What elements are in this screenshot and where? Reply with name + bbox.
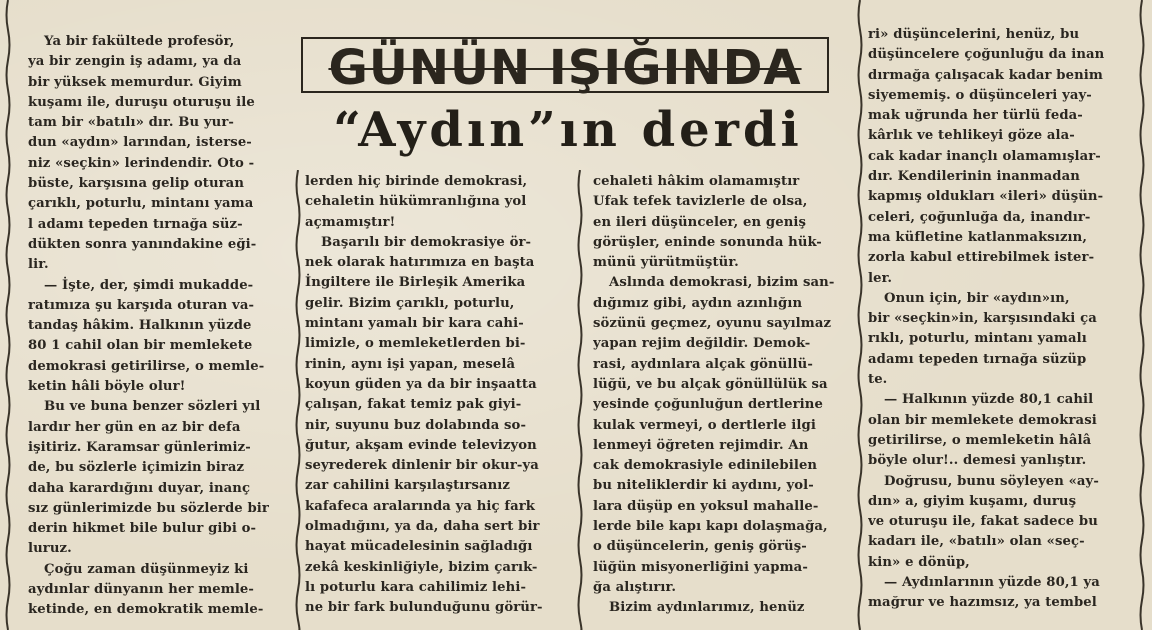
text-line: zar cahilini karşılaştırsanız — [305, 478, 511, 494]
text-line: çarıklı, poturlu, mintanı yama — [28, 196, 254, 212]
text-line: kapmış oldukları «ileri» düşün- — [868, 189, 1104, 205]
text-line: te. — [868, 372, 888, 388]
text-line: Bu ve buna benzer sözleri yıl — [44, 399, 261, 415]
text-line: dır. Kendilerinin inanmadan — [868, 169, 1080, 185]
text-line: bir «seçkin»in, karşısındaki ça — [868, 311, 1097, 327]
text-line: daha karardığını duyar, inanç — [28, 480, 251, 496]
text-line: düşüncelere çoğunluğu da inan — [868, 47, 1105, 63]
text-line: İngiltere ile Birleşik Amerika — [305, 275, 526, 291]
text-line: Bizim aydınlarımız, henüz — [609, 600, 805, 616]
text-line: mintanı yamalı bir kara cahi- — [305, 316, 524, 332]
text-line: Başarılı bir demokrasiye ör- — [321, 234, 532, 250]
text-line: ğa alıştırır. — [593, 579, 677, 595]
text-line: ğutur, akşam evinde televizyon — [305, 437, 537, 453]
text-line: ma küfletine katlanmaksızın, — [868, 229, 1088, 245]
text-line: kulak vermeyi, o dertlerle ilgi — [593, 417, 816, 433]
text-line: ketinde, en demokratik memle- — [28, 602, 264, 618]
text-line: böyle olur!.. demesi yanlıştır. — [868, 453, 1087, 469]
text-line: getirilirse, o memleketin hâlâ — [868, 432, 1092, 448]
text-line: rasi, aydınlara alçak gönüllü- — [593, 356, 813, 372]
text-line: en ileri düşünceler, en geniş — [593, 214, 807, 230]
text-line: kafafeca aralarında ya hiç fark — [305, 498, 536, 514]
text-line: ya bir zengin iş adamı, ya da — [28, 54, 242, 70]
column-rule — [4, 0, 7, 630]
text-line: o düşüncelerin, geniş görüş- — [593, 539, 807, 555]
text-line: yesinde çoğunluğun dertlerine — [593, 397, 823, 413]
text-line: ne bir fark bulunduğunu görür- — [305, 600, 543, 616]
text-line: lir. — [28, 257, 49, 273]
text-line: kârlık ve tehlikeyi göze ala- — [868, 128, 1075, 144]
text-line: lı poturlu kara cahilimiz lehi- — [305, 579, 527, 595]
text-line: lerde bile kapı kapı dolaşmağa, — [593, 519, 828, 535]
article-column-3 — [593, 172, 849, 619]
text-line: görüşler, eninde sonunda hük- — [593, 234, 822, 250]
text-line: celeri, çoğunluğa da, inandır- — [868, 209, 1091, 225]
text-line: cehaletin hükümranlığına yol — [305, 194, 527, 210]
text-line: lerden hiç birinde demokrasi, — [305, 174, 528, 189]
text-line: niz «seçkin» lerindendir. Oto - — [28, 155, 255, 171]
text-line: işitiriz. Karamsar günlerimiz- — [28, 439, 251, 455]
text-line: olmadığını, ya da, daha sert bir — [305, 519, 540, 535]
text-line: l adamı tepeden tırnağa süz- — [28, 216, 243, 232]
text-line: rinin, aynı işi yapan, meselâ — [305, 356, 516, 372]
text-line: kin» e dönüp, — [868, 554, 970, 570]
text-line: nir, suyunu buz dolabında so- — [305, 417, 527, 433]
text-line: Ufak tefek tavizlerle de olsa, — [593, 194, 808, 210]
text-line: — İşte, der, şimdi mukadde- — [44, 277, 254, 293]
text-line: lüğün misyonerliğini yapma- — [593, 559, 808, 575]
text-line: olan bir memlekete demokrasi — [868, 412, 1097, 428]
headline: “Aydın”ın derdi — [333, 102, 803, 158]
text-line: dığımız gibi, aydın azınlığın — [593, 295, 803, 311]
text-line: siyememiş. o düşünceleri yay- — [868, 87, 1092, 103]
text-line: lardır her gün en az bir defa — [28, 419, 241, 435]
text-line: zorla kabul ettirebilmek ister- — [868, 250, 1095, 266]
text-line: ve oturuşu ile, fakat sadece bu — [868, 514, 1098, 530]
text-line: sız günlerimizde bu sözlerde bir — [28, 500, 269, 516]
text-line: mak uğrunda her türlü feda- — [868, 108, 1083, 124]
text-line: rıklı, poturlu, mintanı yamalı — [868, 331, 1087, 347]
text-line: Onun için, bir «aydın»ın, — [884, 290, 1070, 306]
text-line: dırmağa çalışacak kadar benim — [868, 67, 1103, 83]
text-line: açmamıştır! — [305, 214, 396, 230]
text-line: Aslında demokrasi, bizim san- — [609, 275, 835, 291]
column-rule — [576, 170, 579, 630]
text-line: kadarı ile, «batılı» olan «seç- — [868, 534, 1085, 550]
text-line: derin hikmet bile bulur gibi o- — [28, 521, 257, 537]
text-line: aydınlar dünyanın her memle- — [28, 582, 254, 598]
text-line: mağrur ve hazımsız, ya tembel — [868, 595, 1097, 611]
article-column-2 — [305, 172, 558, 619]
article-column-1 — [28, 32, 286, 621]
text-line: adamı tepeden tırnağa süzüp — [868, 351, 1087, 367]
text-line: nek olarak hatırımıza en başta — [305, 255, 535, 271]
text-line: lara düşüp en yoksul mahalle- — [593, 498, 819, 514]
text-line: kuşamı ile, duruşu oturuşu ile — [28, 94, 255, 110]
column-rule — [294, 170, 297, 630]
text-line: luruz. — [28, 541, 72, 557]
text-line: çalışan, fakat temiz pak giyi- — [305, 397, 522, 413]
text-line: — Aydınlarının yüzde 80,1 ya — [884, 575, 1100, 591]
text-line: hayat mücadelesinin sağladığı — [305, 539, 533, 555]
text-line: tam bir «batılı» dır. Bu yur- — [28, 115, 234, 131]
text-line: gelir. Bizim çarıklı, poturlu, — [305, 295, 515, 311]
text-line: münü yürütmüştür. — [593, 255, 739, 271]
text-line: ketin hâli böyle olur! — [28, 379, 186, 395]
column-rule — [856, 0, 859, 630]
text-line: ler. — [868, 270, 893, 286]
text-line: Doğrusu, bunu söyleyen «ay- — [884, 473, 1099, 489]
text-line: cak kadar inançlı olamamışlar- — [868, 148, 1101, 164]
text-line: Çoğu zaman düşünmeyiz ki — [44, 561, 249, 577]
text-line: — Halkının yüzde 80,1 cahil — [884, 392, 1094, 408]
text-line: lüğü, ve bu alçak gönüllülük sa — [593, 376, 828, 392]
text-line: tandaş hâkim. Halkının yüzde — [28, 318, 252, 334]
text-line: lenmeyi öğreten rejimdir. An — [593, 437, 809, 453]
text-line: zekâ keskinliğiyle, bizim çarık- — [305, 559, 538, 575]
text-line: koyun güden ya da bir inşaatta — [305, 376, 537, 392]
text-line: cak demokrasiyle edinilebilen — [593, 458, 818, 474]
text-line: demokrasi getirilirse, o memle- — [28, 358, 265, 374]
text-line: yapan rejim değildir. Demok- — [593, 336, 811, 352]
text-line: bu niteliklerdir ki aydını, yol- — [593, 478, 814, 494]
text-line: cehaleti hâkim olamamıştır — [593, 174, 800, 189]
text-line: bir yüksek memurdur. Giyim — [28, 74, 242, 90]
text-line: ratımıza şu karşıda oturan va- — [28, 297, 255, 313]
text-line: seyrederek dinlenir bir okur-ya — [305, 458, 539, 474]
text-line: Ya bir fakültede profesör, — [44, 34, 235, 49]
text-line: dükten sonra yanındakine eği- — [28, 236, 257, 252]
text-line: limizle, o memleketlerden bi- — [305, 336, 526, 352]
text-line: 80 1 cahil olan bir memlekete — [28, 338, 253, 354]
text-line: sözünü geçmez, oyunu sayılmaz — [593, 316, 832, 332]
text-line: büste, karşısına gelip oturan — [28, 176, 245, 192]
text-line: ri» düşüncelerini, henüz, bu — [868, 27, 1080, 42]
kicker-title: GÜNÜN IŞIĞINDA — [328, 40, 802, 96]
text-line: dın» a, giyim kuşamı, duruş — [868, 493, 1077, 509]
column-rule — [1138, 0, 1141, 630]
text-line: de, bu sözlerle içimizin biraz — [28, 460, 245, 476]
article-column-4 — [868, 25, 1128, 614]
text-line: dun «aydın» larından, isterse- — [28, 135, 252, 151]
